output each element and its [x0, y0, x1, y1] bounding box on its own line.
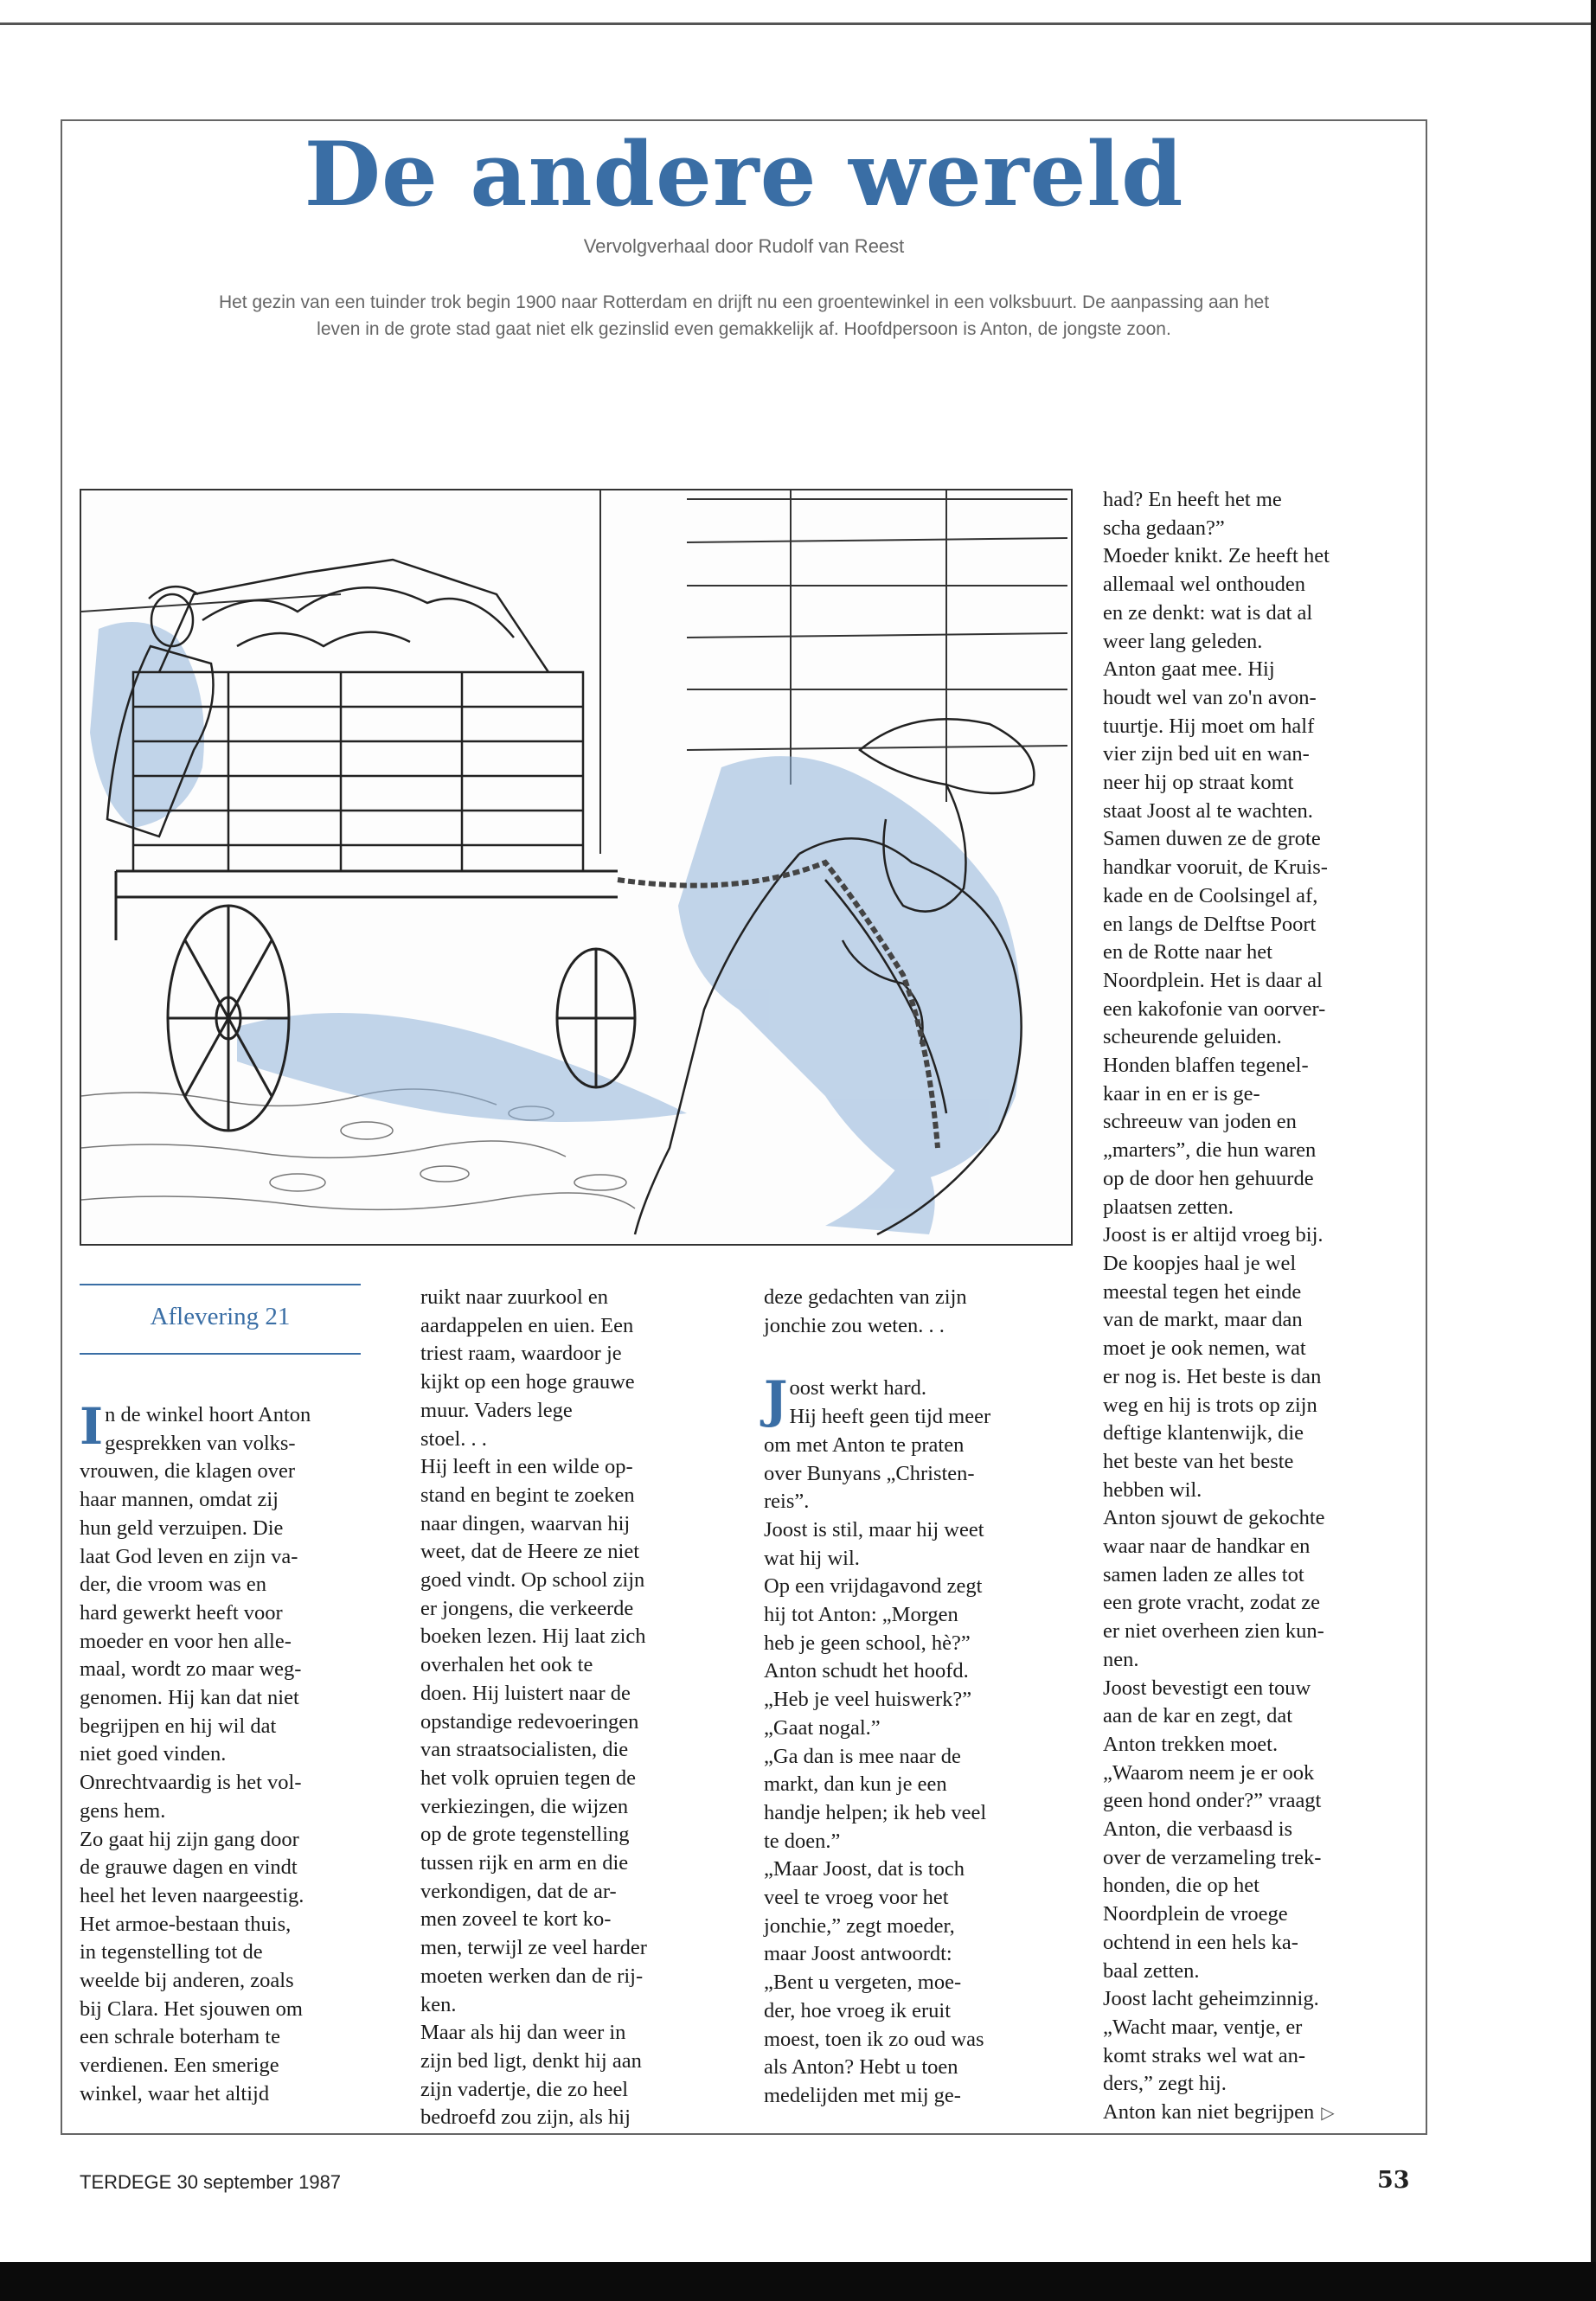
text-line: begrijpen en hij wil dat — [80, 1714, 277, 1738]
text-line: „Ga dan is mee naar de — [764, 1744, 961, 1768]
text-line: men, terwijl ze veel harder — [420, 1936, 647, 1960]
text-line: jonchie zou weten. . . — [764, 1313, 945, 1337]
scan-top-edge — [0, 22, 1596, 25]
text-line: kijkt op een hoge grauwe — [420, 1370, 635, 1394]
text-line: vrouwen, die klagen over — [80, 1459, 295, 1484]
text-line: Anton schudt het hoofd. — [764, 1659, 969, 1683]
text-line: boeken lezen. Hij laat zich — [420, 1625, 646, 1649]
page-number: 53 — [1377, 2167, 1410, 2194]
text-line: allemaal wel onthouden — [1103, 573, 1306, 597]
text-line: Anton, die verbaasd is — [1103, 1817, 1293, 1842]
text-line: moest, toen ik zo oud was — [764, 2027, 984, 2051]
text-line: op de grote tegenstelling — [420, 1823, 630, 1847]
text-line: bedroefd zou zijn, als hij — [420, 2106, 631, 2130]
text-line: schreeuw van joden en — [1103, 1110, 1297, 1134]
text-line: der, die vroom was en — [80, 1573, 267, 1597]
text-line: gesprekken van volks- — [105, 1431, 296, 1455]
text-line: als Anton? Hebt u toen — [764, 2055, 958, 2080]
text-line: ders,” zegt hij. — [1103, 2072, 1227, 2096]
text-line: Noordplein. Het is daar al — [1103, 968, 1323, 992]
text-line: verkiezingen, die wijzen — [420, 1794, 629, 1818]
text-line: Honden blaffen tegenel- — [1103, 1054, 1309, 1078]
text-line: het beste van het beste — [1103, 1449, 1294, 1473]
text-line: en de Rotte naar het — [1103, 940, 1272, 965]
text-line: honden, die op het — [1103, 1874, 1259, 1898]
text-line: tussen rijk en arm en die — [420, 1851, 629, 1875]
text-line: over de verzameling trek- — [1103, 1845, 1322, 1869]
text-line: opstandige redevoeringen — [420, 1709, 639, 1734]
text-line: het volk opruien tegen de — [420, 1766, 637, 1790]
text-line: Moeder knikt. Ze heeft het — [1103, 544, 1330, 568]
text-line: kaar in en er is ge- — [1103, 1081, 1260, 1106]
text-line: nen. — [1103, 1647, 1139, 1671]
text-line: ken. — [420, 1992, 457, 2016]
text-line: Noordplein de vroege — [1103, 1902, 1288, 1926]
text-line: genomen. Hij kan dat niet — [80, 1686, 299, 1710]
text-line: weelde bij anderen, zoals — [80, 1969, 294, 1993]
article-title: De andere wereld — [304, 123, 1184, 227]
continue-arrow-icon: ▷ — [1321, 2104, 1335, 2124]
text-line: winkel, waar het altijd — [80, 2081, 270, 2106]
text-line: Joost lacht geheimzinnig. — [1103, 1987, 1319, 2011]
text-line: men zoveel te kort ko- — [420, 1907, 612, 1932]
scan-bottom-edge — [0, 2262, 1596, 2301]
text-column-1 — [80, 1397, 361, 2109]
text-line: Samen duwen ze de grote — [1103, 827, 1321, 851]
text-line: verdienen. Een smerige — [80, 2054, 279, 2078]
text-line: Joost is stil, maar hij weet — [764, 1517, 984, 1541]
text-line: heb je geen school, hè?” — [764, 1631, 971, 1655]
text-line: neer hij op straat komt — [1103, 771, 1294, 795]
text-line: er jongens, die verkeerde — [420, 1596, 634, 1620]
text-line: bij Clara. Het sjouwen om — [80, 1997, 303, 2021]
text-line: verkondigen, dat de ar- — [420, 1879, 617, 1903]
text-line: Maar als hij dan weer in — [420, 2021, 626, 2045]
text-line: De koopjes haal je wel — [1103, 1251, 1297, 1275]
text-line: op de door hen gehuurde — [1103, 1166, 1314, 1190]
text-line: stand en begint te zoeken — [420, 1483, 635, 1507]
text-line: de grauwe dagen en vindt — [80, 1856, 298, 1880]
episode-label: Aflevering 21 — [150, 1303, 291, 1330]
text-line: Het armoe-bestaan thuis, — [80, 1912, 292, 1936]
text-line: overhalen het ook te — [420, 1653, 593, 1677]
text-line: er niet overheen zien kun- — [1103, 1619, 1324, 1644]
text-line: hebben wil. — [1103, 1477, 1202, 1502]
text-line: ruikt naar zuurkool en — [420, 1285, 609, 1309]
text-line: scheurende geluiden. — [1103, 1025, 1282, 1049]
text-line: jonchie,” zegt moeder, — [764, 1913, 955, 1938]
dropcap-i: I — [80, 1397, 104, 1456]
text-line: Op een vrijdagavond zegt — [764, 1574, 983, 1599]
text-line: triest raam, waardoor je — [420, 1342, 622, 1366]
text-line: had? En heeft het me — [1103, 488, 1282, 511]
text-line: aan de kar en zegt, dat — [1103, 1704, 1293, 1728]
text-line: samen laden ze alles tot — [1103, 1562, 1304, 1586]
text-line: geen hond onder?” vraagt — [1103, 1789, 1322, 1813]
text-line: ochtend in een hels ka- — [1103, 1930, 1298, 1954]
text-line: n de winkel hoort Anton — [105, 1403, 311, 1426]
text-line: „Wacht maar, ventje, er — [1103, 2015, 1303, 2039]
text-line: Anton gaat mee. Hij — [1103, 657, 1275, 682]
text-line: Anton sjouwt de gekochte — [1103, 1506, 1325, 1530]
text-line: „Bent u vergeten, moe- — [764, 1971, 962, 1995]
text-line: Anton trekken moet. — [1103, 1732, 1279, 1756]
text-line: maal, wordt zo maar weg- — [80, 1657, 302, 1682]
text-line: weg en hij is trots op zijn — [1103, 1393, 1317, 1417]
text-line: moeten werken dan de rij- — [420, 1964, 644, 1988]
text-line: weer lang geleden. — [1103, 629, 1263, 653]
text-line: over Bunyans „Christen- — [764, 1461, 975, 1485]
text-line: deze gedachten van zijn — [764, 1285, 967, 1309]
paragraph-gap — [764, 1340, 1058, 1375]
text-line: doen. Hij luistert naar de — [420, 1681, 631, 1705]
text-line: in tegenstelling tot de — [80, 1940, 263, 1965]
text-line: handkar vooruit, de Kruis- — [1103, 856, 1328, 880]
text-line: komt straks wel wat an- — [1103, 2043, 1306, 2067]
text-line: niet goed vinden. — [80, 1742, 227, 1766]
text-line: goed vindt. Op school zijn — [420, 1568, 645, 1593]
text-line: markt, dan kun je een — [764, 1772, 947, 1797]
text-line: moet je ook nemen, wat — [1103, 1336, 1306, 1361]
text-line: „Waarom neem je er ook — [1103, 1760, 1315, 1785]
text-line: kade en de Coolsingel af, — [1103, 883, 1318, 907]
text-line: Hij leeft in een wilde op- — [420, 1455, 633, 1479]
text-line: van straatsocialisten, die — [420, 1738, 629, 1762]
text-line: hun geld verzuipen. Die — [80, 1516, 284, 1540]
handcart-illustration-icon — [80, 489, 1073, 1246]
text-line: meestal tegen het einde — [1103, 1279, 1302, 1304]
text-line: medelijden met mij ge- — [764, 2083, 961, 2107]
text-line: heel het leven naargeestig. — [80, 1883, 304, 1907]
text-line: veel te vroeg voor het — [764, 1886, 949, 1910]
text-line: zijn vadertje, die zo heel — [420, 2077, 629, 2101]
text-line: hard gewerkt heeft voor — [80, 1600, 283, 1625]
text-column-2 — [420, 1284, 715, 2132]
article-intro: Het gezin van een tuinder trok begin 1900 naar Rotterdam en drijft nu een groentewinkel in een volksbuurt. De aanpassing aan het leven in de grote stad gaat niet elk gezinslid even gemakkelijk af. Hoofdpersoon is Anton, de jongste zoon. — [218, 292, 1270, 339]
text-line: Hij heeft geen tijd meer — [789, 1405, 991, 1429]
episode-box — [80, 1284, 361, 1355]
text-line-last — [1103, 2099, 1410, 2128]
text-line: te doen.” — [764, 1829, 841, 1853]
text-line: gens hem. — [80, 1798, 166, 1823]
text-line: Anton kan niet begrijpen — [1103, 2100, 1315, 2125]
text-line: reis”. — [764, 1490, 810, 1514]
text-line: moeder en voor hen alle- — [80, 1629, 292, 1653]
text-line: vier zijn bed uit en wan- — [1103, 742, 1310, 766]
publication-footer: TERDEGE 30 september 1987 — [80, 2171, 342, 2193]
text-line: „Heb je veel huiswerk?” — [764, 1688, 972, 1712]
text-column-4 — [1103, 486, 1410, 2128]
text-line: Zo gaat hij zijn gang door — [80, 1827, 299, 1851]
text-line: hij tot Anton: „Morgen — [764, 1603, 958, 1627]
text-line: oost werkt hard. — [789, 1376, 926, 1400]
text-line: houdt wel van zo'n avon- — [1103, 685, 1317, 709]
text-line: handje helpen; ik heb veel — [764, 1800, 987, 1824]
text-line: deftige klantenwijk, die — [1103, 1421, 1304, 1445]
text-line: baal zetten. — [1103, 1958, 1200, 1983]
text-line: aardappelen en uien. Een — [420, 1313, 634, 1337]
text-line: weet, dat de Heere ze niet — [420, 1540, 640, 1564]
text-line: een schrale boterham te — [80, 2025, 280, 2049]
text-line: van de markt, maar dan — [1103, 1308, 1303, 1332]
text-line: der, hoe vroeg ik eruit — [764, 1998, 952, 2022]
text-line: scha gedaan?” — [1103, 516, 1225, 540]
text-line: Joost is er altijd vroeg bij. — [1103, 1223, 1324, 1247]
dropcap-j: J — [764, 1370, 788, 1430]
text-line: tuurtje. Hij moet om half — [1103, 714, 1315, 738]
text-line: en langs de Delftse Poort — [1103, 912, 1317, 936]
text-line: „Gaat nogal.” — [764, 1715, 881, 1740]
text-line: zijn bed ligt, denkt hij aan — [420, 2048, 642, 2073]
text-line: muur. Vaders lege — [420, 1398, 573, 1422]
article-byline: Vervolgverhaal door Rudolf van Reest — [583, 235, 905, 257]
text-line: laat God leven en zijn va- — [80, 1544, 298, 1568]
text-line: Joost bevestigt een touw — [1103, 1676, 1311, 1700]
text-line: stoel. . . — [420, 1426, 487, 1451]
text-line: naar dingen, waarvan hij — [420, 1511, 631, 1535]
text-line: plaatsen zetten. — [1103, 1195, 1234, 1219]
text-line: haar mannen, omdat zij — [80, 1488, 279, 1512]
text-line: en ze denkt: wat is dat al — [1103, 600, 1313, 625]
text-column-3 — [764, 1284, 1058, 2111]
text-line: wat hij wil. — [764, 1546, 860, 1570]
text-line: „Maar Joost, dat is toch — [764, 1857, 965, 1881]
text-line: een kakofonie van oorver- — [1103, 997, 1326, 1021]
text-line: maar Joost antwoordt: — [764, 1942, 952, 1966]
text-line: om met Anton te praten — [764, 1433, 965, 1457]
text-line: „marters”, die hun waren — [1103, 1138, 1317, 1163]
scan-right-edge — [1591, 0, 1596, 2301]
text-line: er nog is. Het beste is dan — [1103, 1364, 1322, 1388]
text-line: Onrechtvaardig is het vol- — [80, 1771, 302, 1795]
text-line: waar naar de handkar en — [1103, 1535, 1311, 1559]
text-line: staat Joost al te wachten. — [1103, 798, 1313, 823]
text-line: een grote vracht, zodat ze — [1103, 1591, 1320, 1615]
